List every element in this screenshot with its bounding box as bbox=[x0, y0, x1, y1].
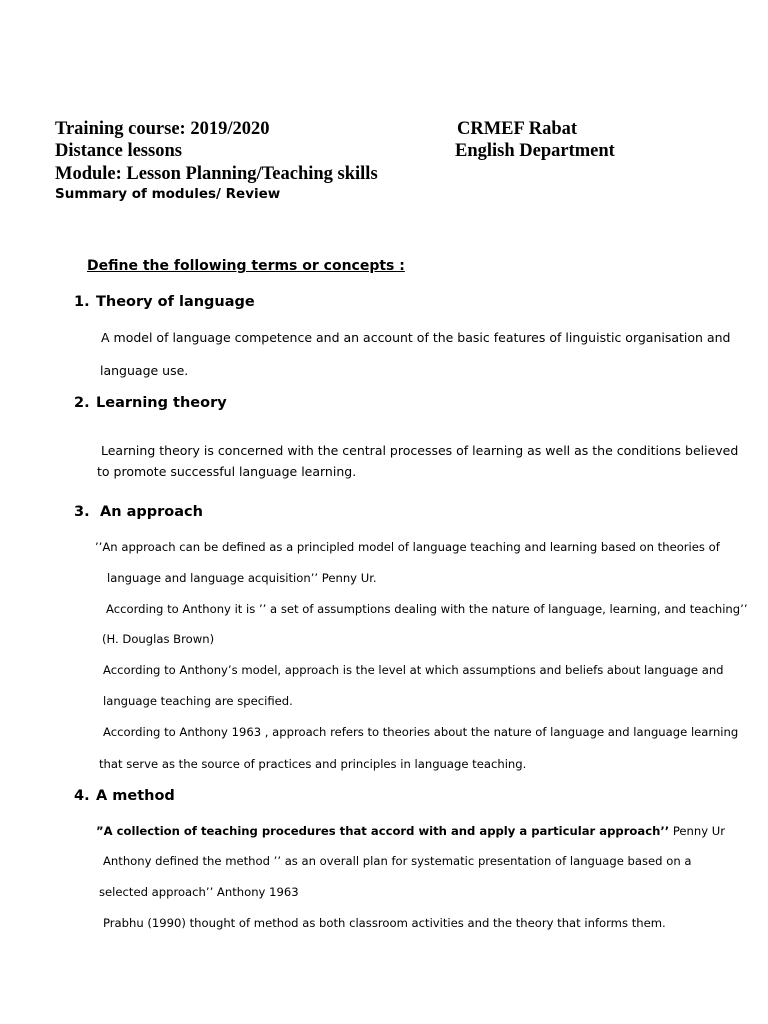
section-title: Theory of language bbox=[96, 294, 255, 310]
section-title: A method bbox=[96, 788, 175, 804]
paragraph-line: According to Anthony it is ’’ a set of assumptions dealing with the nature of language, learning, and teaching’’ bbox=[106, 602, 748, 616]
module-title: Module: Lesson Planning/Teaching skills bbox=[55, 164, 378, 184]
paragraph-line: A model of language competence and an account of the basic features of linguistic organisation and bbox=[101, 330, 731, 345]
section-title: An approach bbox=[100, 504, 203, 520]
paragraph-line: Prabhu (1990) thought of method as both classroom activities and the theory that informs them. bbox=[103, 916, 666, 930]
method-quote-author: Penny Ur bbox=[672, 824, 726, 838]
section-number: 2. bbox=[74, 395, 90, 411]
method-quote-text: ”A collection of teaching procedures that accord with and apply a particular approach’’ bbox=[96, 824, 670, 838]
paragraph-line: language use. bbox=[100, 363, 189, 378]
section-number: 3. bbox=[74, 504, 90, 520]
paragraph-line: Anthony defined the method ’’ as an overall plan for systematic presentation of language based on a bbox=[103, 854, 692, 868]
course-title: Training course: 2019/2020 bbox=[55, 119, 270, 139]
paragraph-line: According to Anthony’s model, approach is the level at which assumptions and beliefs about language and bbox=[103, 663, 724, 677]
paragraph-line: Learning theory is concerned with the central processes of learning as well as the conditions believed bbox=[101, 443, 739, 458]
paragraph-line: language teaching are specified. bbox=[103, 694, 293, 708]
section-number: 1. bbox=[74, 294, 90, 310]
lesson-mode: Distance lessons bbox=[55, 141, 182, 161]
paragraph-line: (H. Douglas Brown) bbox=[102, 632, 215, 646]
instruction-heading: Define the following terms or concepts : bbox=[87, 258, 405, 274]
section-number: 4. bbox=[74, 788, 90, 804]
paragraph-line: ’’An approach can be defined as a principled model of language teaching and learning based on theories of bbox=[95, 540, 720, 554]
paragraph-line: According to Anthony 1963 , approach refers to theories about the nature of language and language learning bbox=[103, 725, 739, 739]
department-name: English Department bbox=[455, 141, 615, 161]
institution-name: CRMEF Rabat bbox=[457, 119, 578, 139]
paragraph-line: selected approach’’ Anthony 1963 bbox=[99, 885, 299, 899]
method-quote bbox=[96, 824, 725, 838]
section-title: Learning theory bbox=[96, 395, 227, 411]
summary-subtitle: Summary of modules/ Review bbox=[55, 186, 281, 202]
paragraph-line: that serve as the source of practices and principles in language teaching. bbox=[99, 757, 527, 771]
paragraph-line: to promote successful language learning. bbox=[97, 464, 357, 479]
paragraph-line: language and language acquisition’’ Penny Ur. bbox=[107, 571, 377, 585]
